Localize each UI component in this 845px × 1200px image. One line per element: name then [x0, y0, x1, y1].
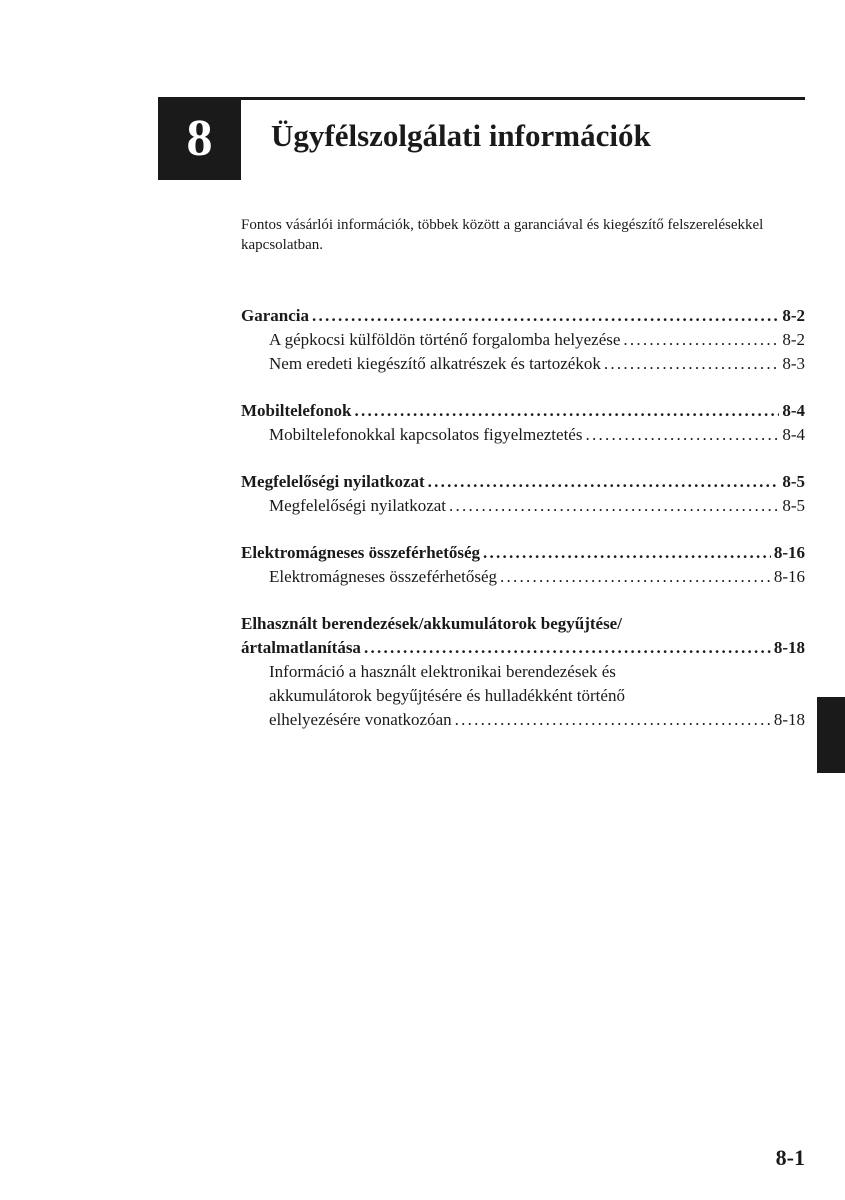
dot-leader [585, 423, 779, 447]
toc-entry[interactable] [241, 636, 805, 660]
toc-entry-title: Mobiltelefonok [241, 401, 352, 420]
toc-section-elektromagneses [241, 541, 805, 589]
toc-entry-page: 8-16 [773, 543, 805, 562]
toc-subentry-page: 8-18 [773, 710, 805, 729]
toc-entry-page: 8-18 [773, 638, 805, 657]
toc-subentry-title: A gépkocsi külföldön történő forgalomba helyezése [269, 330, 621, 349]
dot-leader [623, 328, 779, 352]
dot-leader [355, 399, 780, 423]
dot-leader [364, 636, 771, 660]
dot-leader [500, 565, 771, 589]
toc-subentry-page: 8-5 [782, 496, 805, 515]
toc-section-megfelelosegi [241, 470, 805, 518]
toc-subentry-line2[interactable]: akkumulátorok begyűjtésére és hulladékként történő [269, 686, 625, 705]
toc-subentry[interactable] [241, 423, 805, 447]
toc-subentry[interactable] [241, 494, 805, 518]
dot-leader [428, 470, 780, 494]
toc-section-garancia [241, 304, 805, 376]
dot-leader [312, 304, 779, 328]
toc-subentry-page: 8-3 [782, 354, 805, 373]
dot-leader [449, 494, 779, 518]
toc-subentry-line3: elhelyezésére vonatkozóan [269, 710, 452, 729]
toc-entry[interactable] [241, 541, 805, 565]
dot-leader [604, 352, 780, 376]
chapter-intro: Fontos vásárlói információk, többek között a garanciával és kiegészítő felszerelésekkel kapcsolatban. [241, 217, 764, 253]
toc-subentry[interactable] [241, 565, 805, 589]
dot-leader [455, 708, 771, 732]
toc-subentry-title: Megfelelőségi nyilatkozat [269, 496, 447, 515]
toc-subentry-page: 8-4 [782, 425, 805, 444]
toc-subentry-page: 8-16 [773, 567, 805, 586]
toc-entry[interactable] [241, 399, 805, 423]
toc-entry[interactable] [241, 470, 805, 494]
toc-entry-title: Megfelelőségi nyilatkozat [241, 472, 425, 491]
toc-subentry-title: Nem eredeti kiegészítő alkatrészek és tartozékok [269, 354, 601, 373]
chapter-number-box [158, 97, 241, 180]
toc-subentry-title: Mobiltelefonokkal kapcsolatos figyelmeztetés [269, 425, 583, 444]
table-of-contents [241, 304, 805, 755]
toc-entry-page: 8-5 [782, 472, 805, 491]
toc-subentry[interactable] [241, 328, 805, 352]
dot-leader [483, 541, 771, 565]
toc-subentry[interactable] [241, 708, 805, 732]
chapter-thumb-tab [817, 697, 845, 773]
chapter-number: 8 [186, 110, 213, 167]
toc-subentry-page: 8-2 [782, 330, 805, 349]
toc-subentry-line1[interactable]: Információ a használt elektronikai berendezések és [269, 662, 616, 681]
toc-subentry[interactable] [241, 352, 805, 376]
toc-entry-page: 8-4 [782, 401, 805, 420]
toc-section-mobiltelefonok [241, 399, 805, 447]
toc-subentry-title: Elektromágneses összeférhetőség [269, 567, 497, 586]
toc-entry-title: Garancia [241, 306, 309, 325]
toc-entry-page: 8-2 [782, 306, 805, 325]
page-number: 8-1 [775, 1145, 805, 1170]
toc-entry-title-line2: ártalmatlanítása [241, 638, 361, 657]
toc-entry-title-line1[interactable]: Elhasznált berendezések/akkumulátorok begyűjtése/ [241, 614, 622, 633]
chapter-title: Ügyfélszolgálati információk [271, 118, 651, 153]
toc-entry-title: Elektromágneses összeférhetőség [241, 543, 481, 562]
toc-section-elhasznalt [241, 612, 805, 732]
title-rule [241, 97, 805, 100]
toc-entry[interactable] [241, 304, 805, 328]
